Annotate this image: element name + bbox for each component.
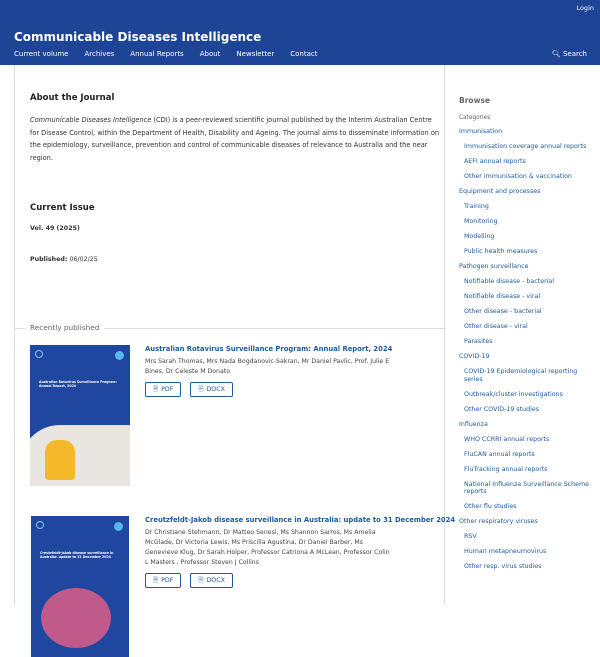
sidebar-category-link[interactable]: Modelling: [464, 233, 495, 240]
search-label: Search: [562, 50, 587, 58]
cdi-logo-icon: [36, 521, 44, 529]
search-button[interactable]: [552, 50, 587, 58]
sidebar-category-link[interactable]: RSV: [464, 533, 477, 540]
site-header: [0, 0, 600, 65]
article-authors: Dr Christiane Stehmann, Dr Matteo Senesi, Ms Shannon Sarros, Ms Amelia McGlade, Dr Victoria Lewis, Ms Priscilla Agustina, Dr Daniel Barber, Ms Genevieve Klug, Dr Sarah Holper, Professor Catriona A McLean, Professor Colin L Masters , Professor Steven J Collins: [145, 529, 390, 566]
file-pdf-icon: 🗎︎: [153, 577, 159, 584]
pdf-label: PDF: [161, 577, 174, 584]
cdi-logo-icon: [35, 350, 43, 358]
cover-photo-child: [45, 440, 75, 480]
file-pdf-icon: 🗎︎: [153, 386, 159, 393]
docx-label: DOCX: [206, 386, 225, 393]
badge-icon: [114, 522, 123, 531]
cover-title: Australian Rotavirus Surveillance Program: Annual Report, 2024: [39, 380, 117, 388]
login-link[interactable]: Login: [576, 4, 594, 12]
site-title[interactable]: Communicable Diseases Intelligence: [14, 30, 262, 44]
sidebar-category-link[interactable]: Other disease - viral: [464, 323, 528, 330]
sidebar-category-link[interactable]: Pathogen surveillance: [459, 263, 529, 270]
sidebar-category-link[interactable]: Outbreak/cluster investigations: [464, 390, 563, 398]
file-doc-icon: 🗎︎: [198, 577, 204, 584]
docx-button[interactable]: [190, 573, 233, 588]
sidebar-category-link[interactable]: Monitoring: [464, 218, 498, 225]
issue-volume[interactable]: Vol. 49 (2025): [30, 225, 80, 232]
sidebar-category-link[interactable]: COVID-19 Epidemiological reporting series: [464, 368, 578, 383]
docx-label: DOCX: [206, 577, 225, 584]
article-cover[interactable]: [30, 345, 130, 486]
docx-button[interactable]: [190, 382, 233, 397]
sidebar-category-link[interactable]: Influenza: [459, 420, 488, 428]
journal-name: Communicable Diseases Intelligence: [30, 116, 152, 124]
categories-heading: Categories: [459, 115, 491, 121]
sidebar-category-link[interactable]: Public health measures: [464, 248, 538, 255]
pdf-label: PDF: [161, 386, 174, 393]
sidebar-category-link[interactable]: Human metapneumovirus: [464, 548, 547, 555]
nav-about[interactable]: About: [199, 50, 221, 58]
sidebar-category-link[interactable]: Other immunisation & vaccination: [464, 173, 572, 180]
sidebar-category-link[interactable]: Other disease - bacterial: [464, 308, 542, 315]
sidebar-category-link[interactable]: Parasites: [464, 338, 493, 345]
cover-graphic: [41, 588, 111, 648]
pdf-button[interactable]: [145, 382, 181, 397]
sidebar-category-link[interactable]: FluTracking annual reports: [464, 465, 548, 473]
recently-published-section: [15, 323, 446, 332]
published-label: Published:: [30, 256, 68, 263]
sidebar-category-link[interactable]: Immunisation coverage annual reports: [464, 143, 587, 150]
sidebar: [459, 96, 594, 578]
sidebar-category-link[interactable]: Other resp. virus studies: [464, 563, 542, 570]
file-doc-icon: 🗎︎: [198, 386, 204, 393]
nav-annual-reports[interactable]: Annual Reports: [130, 50, 184, 58]
current-issue-heading: Current Issue: [30, 203, 95, 213]
nav-archives[interactable]: Archives: [84, 50, 115, 58]
sidebar-category-link[interactable]: Equipment and processes: [459, 188, 541, 195]
search-icon: 🔍︎: [551, 50, 561, 58]
nav-current-volume[interactable]: Current volume: [14, 50, 69, 58]
sidebar-category-link[interactable]: Immunisation: [459, 128, 503, 135]
sidebar-category-link[interactable]: Training: [464, 203, 489, 210]
sidebar-category-link[interactable]: Notifiable disease - bacterial: [464, 278, 555, 285]
sidebar-category-link[interactable]: Notifiable disease - viral: [464, 293, 541, 300]
nav-newsletter[interactable]: Newsletter: [236, 50, 275, 58]
article-authors: Mrs Sarah Thomas, Mrs Nada Bogdanovic-Sakran, Mr Daniel Pavlic, Prof. Julie E Bines, Dr Celeste M Donato: [145, 358, 390, 375]
browse-heading: Browse: [459, 96, 491, 105]
published-date: [30, 256, 98, 263]
article-cover[interactable]: [31, 516, 129, 657]
about-heading: About the Journal: [30, 93, 115, 103]
main-content: [14, 65, 456, 605]
sidebar-category-link[interactable]: Other COVID-19 studies: [464, 405, 540, 413]
sidebar-category-link[interactable]: FluCAN annual reports: [464, 450, 535, 458]
article-title[interactable]: Australian Rotavirus Surveillance Program: Annual Report, 2024: [145, 345, 393, 353]
sidebar-category-link[interactable]: COVID-19: [459, 353, 490, 360]
recently-published-label: Recently published: [25, 323, 104, 332]
nav-contact[interactable]: Contact: [290, 50, 318, 58]
sidebar-category-link[interactable]: National Influenza Surveillance Scheme reports: [464, 480, 590, 495]
sidebar-category-link[interactable]: AEFI annual reports: [464, 158, 526, 165]
published-value: 06/02/25: [67, 256, 98, 263]
pdf-button[interactable]: [145, 573, 181, 588]
cover-title: Creutzfeldt-Jakob disease surveillance in Australia: update to 31 December 2024: [40, 551, 114, 559]
about-body: (CDI) is a peer-reviewed scientific journal published by the Interim Australian Centre for Disease Control, within the Department of Health, Disability and Ageing. The journal aims to disseminate information on the epidemiology, surveillance, prevention and control of communicable diseases of relevance to Australia and the near region.: [30, 116, 440, 163]
sidebar-category-link[interactable]: WHO CCRRI annual reports: [464, 435, 550, 443]
sidebar-category-link[interactable]: Other flu studies: [464, 503, 517, 510]
badge-icon: [115, 351, 124, 360]
article-title[interactable]: Creutzfeldt-Jakob disease surveillance in Australia: update to 31 December 2024: [145, 516, 456, 524]
sidebar-category-link[interactable]: Other respiratory viruses: [459, 518, 538, 525]
about-text: [30, 114, 440, 165]
main-nav: [14, 50, 318, 58]
